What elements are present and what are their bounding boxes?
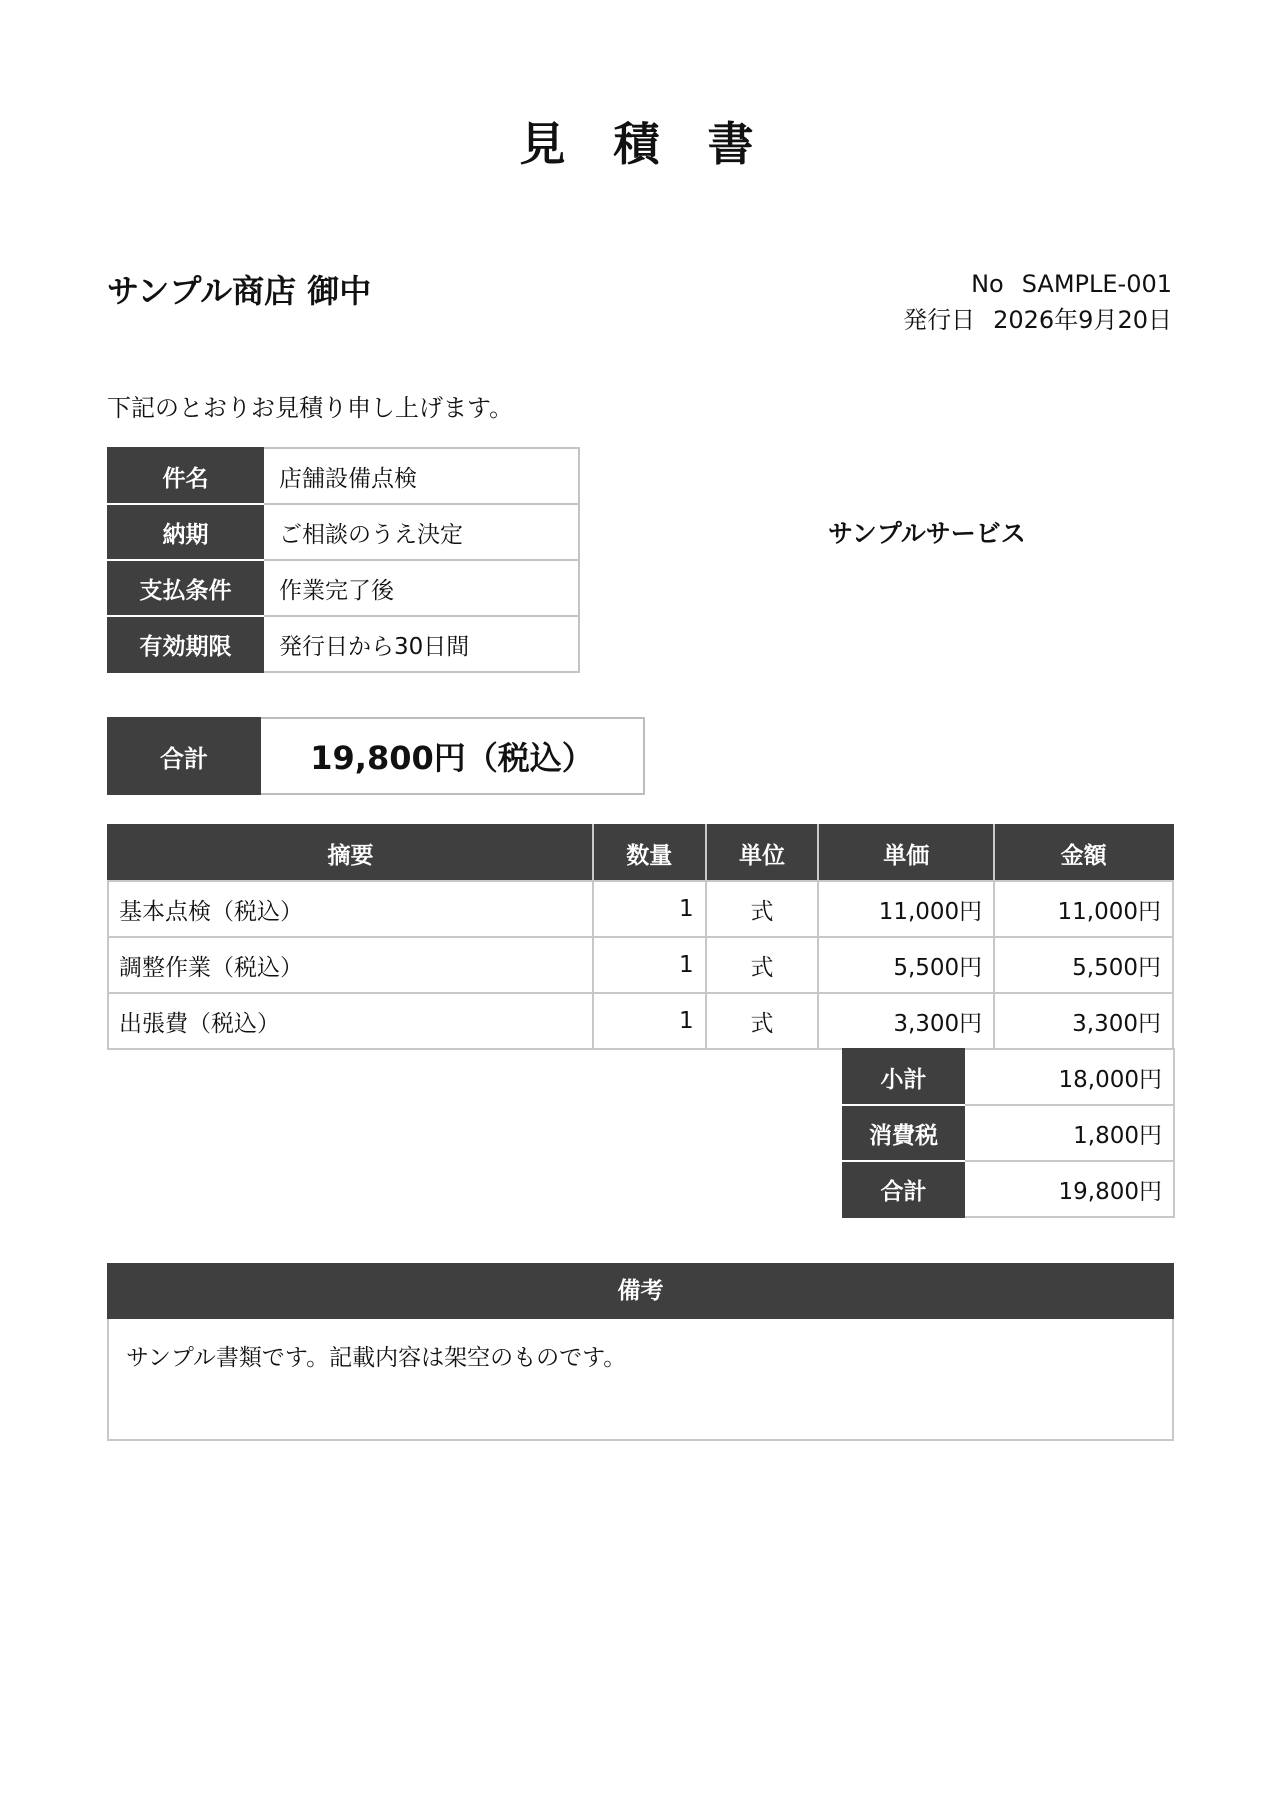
item-unit: 式 <box>706 937 819 993</box>
summary-row-tax <box>843 1105 1174 1161</box>
issue-date-label: 発行日 <box>903 306 976 334</box>
info-row-subject <box>108 448 579 504</box>
info-row-delivery <box>108 504 579 560</box>
column-header-amount: 金額 <box>994 825 1173 881</box>
info-row-payment <box>108 560 579 616</box>
summary-value: 19,800円 <box>964 1161 1174 1217</box>
document-title: 見 積 書 <box>519 117 770 171</box>
summary-value: 18,000円 <box>964 1049 1174 1105</box>
info-value: 作業完了後 <box>263 560 579 616</box>
table-row <box>108 993 1173 1049</box>
summary-row-total <box>843 1161 1174 1217</box>
issue-date: 2026年9月20日 <box>993 306 1172 334</box>
issue-date-line <box>903 302 1172 338</box>
item-unit-price: 5,500円 <box>818 937 994 993</box>
document-number-label: No <box>971 270 1004 298</box>
total-label: 合計 <box>108 718 260 794</box>
summary-label: 消費税 <box>843 1105 964 1161</box>
items-table <box>107 824 1174 1050</box>
summary-value: 1,800円 <box>964 1105 1174 1161</box>
table-row <box>108 881 1173 937</box>
document-number-line <box>903 266 1172 302</box>
summary-label: 合計 <box>843 1161 964 1217</box>
column-header-quantity: 数量 <box>593 825 706 881</box>
info-label: 有効期限 <box>108 616 263 672</box>
item-amount: 5,500円 <box>994 937 1173 993</box>
remarks-body: サンプル書類です。記載内容は架空のものです。 <box>107 1319 1174 1441</box>
item-unit-price: 3,300円 <box>818 993 994 1049</box>
item-unit: 式 <box>706 993 819 1049</box>
total-amount: 19,800円（税込） <box>260 718 644 794</box>
item-description: 調整作業（税込） <box>108 937 593 993</box>
info-label: 支払条件 <box>108 560 263 616</box>
provider-name: サンプルサービス <box>828 519 1026 548</box>
item-unit: 式 <box>706 881 819 937</box>
info-label: 納期 <box>108 504 263 560</box>
info-value: ご相談のうえ決定 <box>263 504 579 560</box>
info-value: 店舗設備点検 <box>263 448 579 504</box>
column-header-unit-price: 単価 <box>818 825 994 881</box>
recipient-name: サンプル商店 御中 <box>107 272 372 310</box>
info-table <box>107 447 580 673</box>
summary-table <box>842 1048 1175 1218</box>
summary-row-subtotal <box>843 1049 1174 1105</box>
item-amount: 11,000円 <box>994 881 1173 937</box>
remarks-header: 備考 <box>107 1263 1174 1319</box>
table-row <box>108 937 1173 993</box>
item-unit-price: 11,000円 <box>818 881 994 937</box>
item-amount: 3,300円 <box>994 993 1173 1049</box>
info-row-validity <box>108 616 579 672</box>
column-header-unit: 単位 <box>706 825 819 881</box>
total-box <box>107 717 645 795</box>
item-quantity: 1 <box>593 993 706 1049</box>
column-header-description: 摘要 <box>108 825 593 881</box>
intro-text: 下記のとおりお見積り申し上げます。 <box>107 394 514 422</box>
info-value: 発行日から30日間 <box>263 616 579 672</box>
items-header-row <box>108 825 1173 881</box>
document-meta <box>903 266 1172 338</box>
item-description: 出張費（税込） <box>108 993 593 1049</box>
item-quantity: 1 <box>593 881 706 937</box>
item-description: 基本点検（税込） <box>108 881 593 937</box>
info-label: 件名 <box>108 448 263 504</box>
summary-label: 小計 <box>843 1049 964 1105</box>
document-number: SAMPLE-001 <box>1021 270 1172 298</box>
item-quantity: 1 <box>593 937 706 993</box>
